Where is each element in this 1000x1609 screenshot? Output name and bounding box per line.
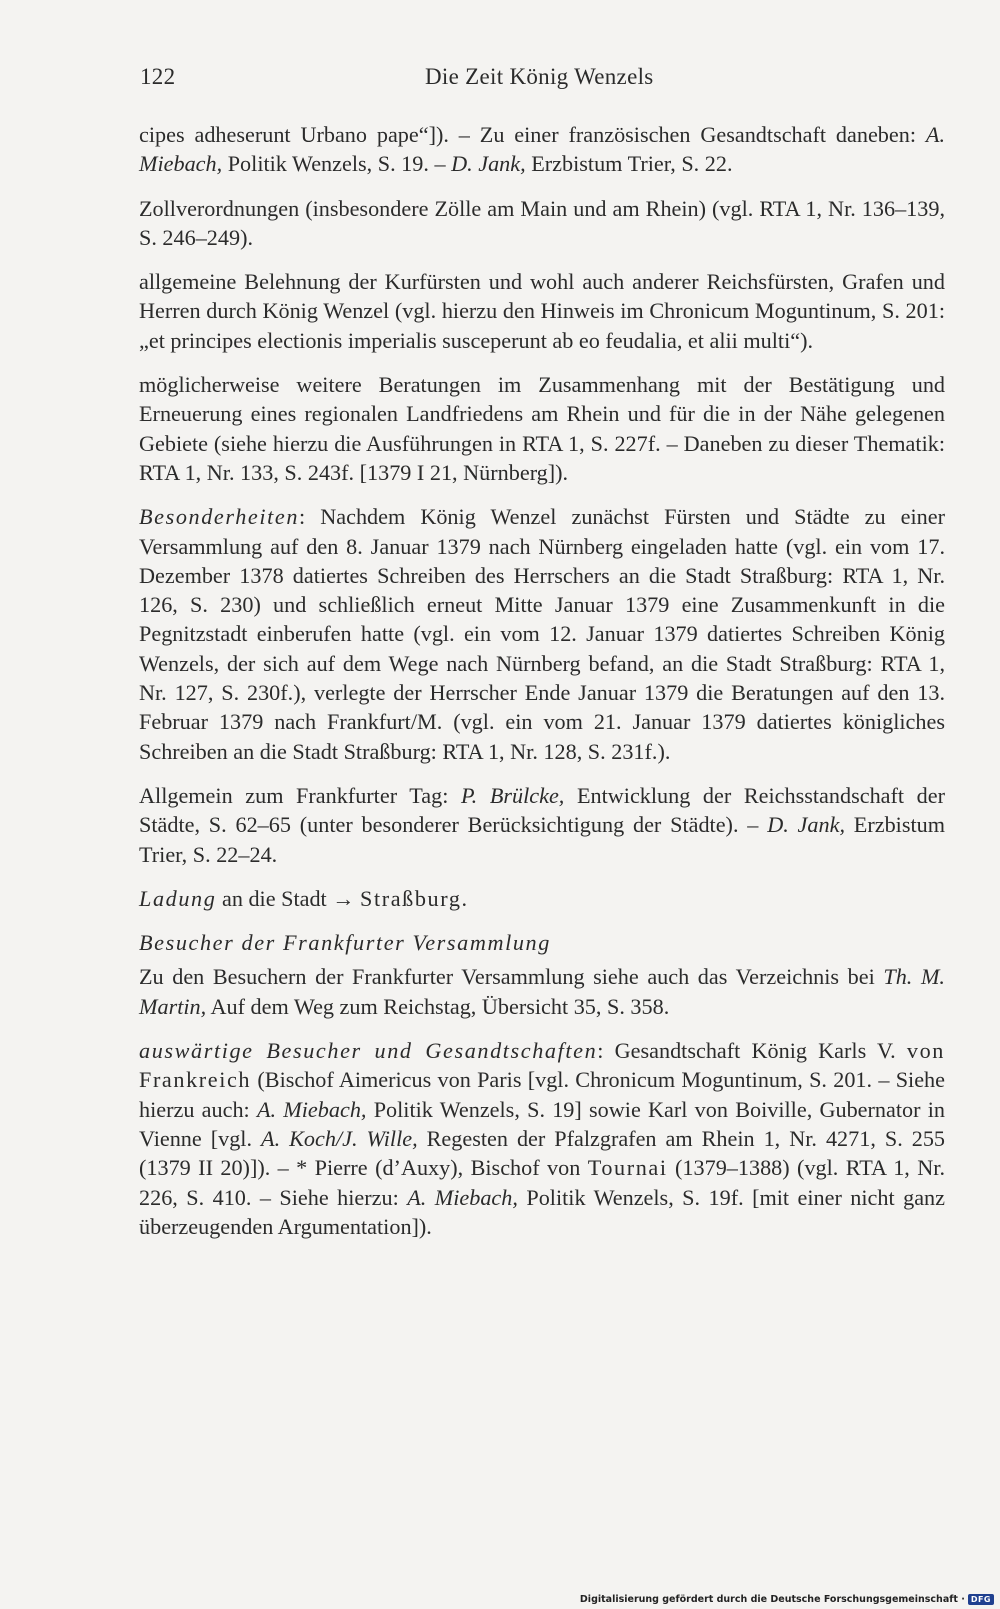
text: Politik Wenzels, S. 19. – bbox=[222, 151, 452, 177]
section-label: Ladung bbox=[139, 885, 217, 911]
paragraph-2: Zollverordnungen (insbesondere Zölle am Main und am Rhein) (vgl. RTA 1, Nr. 136–139, S. 246–249). bbox=[139, 195, 945, 250]
text: Regesten der Pfalzgrafen am Rhein 1, Nr. 4271, S. 255 (1379 II 20)]). – * Pierre (d’Auxy), bbox=[139, 1125, 946, 1181]
text: Erzbistum Trier, S. 22–24. bbox=[139, 812, 945, 867]
text: Politik Wenzels, S. 19f. [mit einer nicht ganz überzeugenden Argumentation]). bbox=[139, 1184, 945, 1239]
text: cipes adheserunt Urbano pape“]). – Zu einer französischen Gesandtschaft daneben: bbox=[139, 122, 926, 147]
credit-text: Digitalisierung gefördert durch die Deutsche Forschungsgemeinschaft · bbox=[579, 1594, 965, 1605]
spaced-text: von Frankreich bbox=[139, 1038, 945, 1093]
text: Bischof von bbox=[470, 1155, 588, 1181]
section-heading: Besucher der Frankfurter Versammlung bbox=[139, 930, 551, 956]
paragraph-allgemein bbox=[139, 781, 945, 869]
paragraph-ladung bbox=[139, 884, 945, 913]
text: Allgemein zum Frankfurter Tag: bbox=[139, 782, 461, 808]
page-number: 122 bbox=[140, 64, 176, 89]
digitization-credit bbox=[580, 1594, 994, 1605]
text: Erzbistum Trier, S. 22. bbox=[525, 151, 733, 177]
author-citation: D. Jank, bbox=[451, 151, 526, 177]
text: Zu den Besuchern der Frankfurter Versammlung siehe auch das Verzeichnis bei bbox=[139, 964, 884, 990]
text: (1379–1388) (vgl. RTA 1, Nr. 226, S. 410. – Siehe hierzu: bbox=[139, 1155, 945, 1210]
paragraph-1 bbox=[139, 120, 945, 179]
author-citation: P. Brülcke, bbox=[460, 782, 565, 808]
paragraph-besonderheiten bbox=[139, 502, 945, 766]
text: . bbox=[461, 885, 468, 911]
section-label: Besonderheiten bbox=[139, 504, 300, 530]
dfg-logo: DFG bbox=[968, 1594, 994, 1605]
body-text bbox=[139, 120, 945, 1256]
author-citation: Th. M. Martin, bbox=[139, 964, 945, 1019]
paragraph-3: allgemeine Belehnung der Kurfürsten und wohl auch anderer Reichsfürsten, Grafen und Herren durch König Wenzel (vgl. hierzu den Hinweis im Chronicum Moguntinum, S. 201: „et principes electionis imperialis susceperunt ab eo feudalia, et alii multi“). bbox=[139, 269, 945, 353]
author-citation: D. Jank, bbox=[767, 812, 845, 838]
text: : Gesandtschaft König Karls V. bbox=[597, 1038, 907, 1064]
text: : Nachdem König Wenzel zunächst Fürsten und Städte zu einer Versammlung auf den 8. Januar 1379 nach Nürnberg eingeladen hatte (vgl. ein vom 17. Dezember 1378 datiertes Schreiben des Herrschers an die Stadt Straßburg: RTA 1, Nr. 126, S. 230) und schließlich erneut Mitte Januar 1379 eine Zusammenkunft in die Pegnitzstadt einberufen hatte (vgl. ein vom 12. Januar 1379 datiertes Schreiben König Wenzels, der sich auf dem Wege nach Nürnberg befand, an die Stadt Straßburg: RTA 1, Nr. 127, S. 230f.), verlegte der Herrscher Ende Januar 1379 die Beratungen auf den 13. Februar 1379 nach Frankfurt/M. (vgl. ein vom 21. Januar 1379 datiertes königliches Schreiben an die Stadt Straßburg: RTA 1, Nr. 128, S. 231f.). bbox=[139, 504, 945, 764]
text: Entwicklung der Reichsstandschaft der Städte, S. 62–65 (unter besonderer Berücksichtigung der Städte). – bbox=[139, 782, 945, 838]
author-citation: A. Miebach, bbox=[407, 1184, 518, 1210]
text: (Bischof Aimericus von Paris [vgl. Chronicum Moguntinum, S. 201. – Siehe hierzu auch: bbox=[139, 1067, 945, 1122]
paragraph-besucher bbox=[139, 962, 945, 1021]
author-citation: A. Miebach, bbox=[256, 1096, 367, 1122]
author-citation: A. Koch/J. Wille, bbox=[261, 1125, 418, 1151]
spaced-text: Tournai bbox=[587, 1155, 668, 1181]
paragraph-4: möglicherweise weitere Beratungen im Zusammenhang mit der Bestätigung und Erneuerung eines regionalen Landfriedens am Rhein und für die in der Nähe gelegenen Gebiete (siehe hierzu die Ausführungen in RTA 1, S. 227f. – Daneben zu dieser Thematik: RTA 1, Nr. 133, S. 243f. [1379 I 21, Nürnberg]). bbox=[139, 372, 945, 485]
text: Politik Wenzels, S. 19] sowie Karl von Boiville, Gubernator in Vienne [vgl. bbox=[139, 1096, 945, 1151]
author-citation: A. Miebach, bbox=[139, 122, 945, 177]
text: Auf dem Weg zum Reichstag, Übersicht 35, S. 358. bbox=[206, 993, 670, 1019]
paragraph-auswaertige bbox=[139, 1036, 945, 1241]
running-head: Die Zeit König Wenzels bbox=[425, 64, 654, 89]
text: an die Stadt → bbox=[216, 885, 361, 911]
cross-reference: Straßburg bbox=[360, 885, 462, 911]
section-heading-besucher bbox=[139, 928, 945, 957]
section-label: auswärtige Besucher und Gesandtschaften bbox=[139, 1038, 598, 1064]
